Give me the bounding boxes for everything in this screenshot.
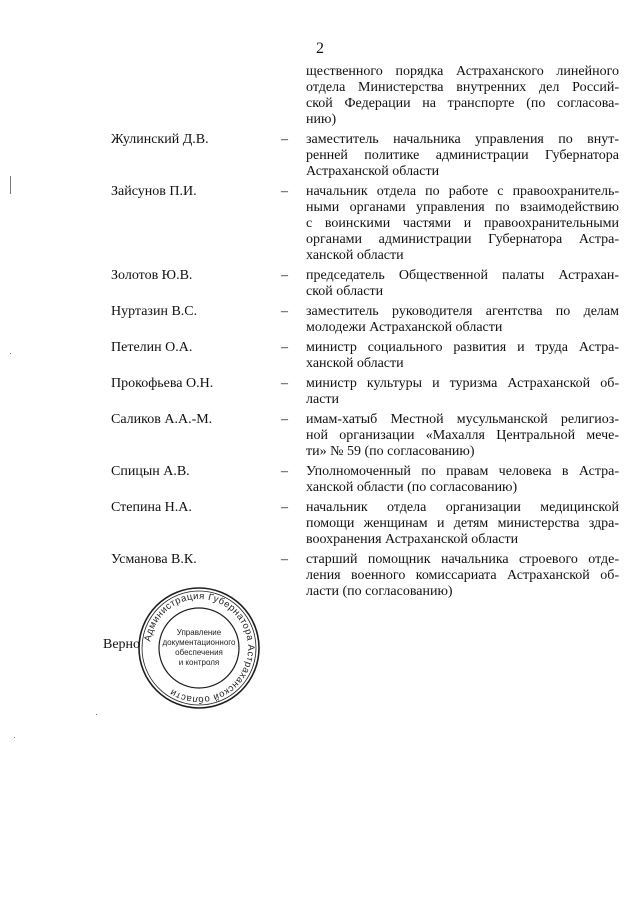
dash-separator: – bbox=[281, 376, 288, 391]
dash-separator bbox=[281, 64, 306, 128]
position-line: ской области bbox=[306, 284, 384, 299]
seal-center-line: документационного bbox=[162, 638, 236, 647]
position-line: ления военного комиссариата Астраханской об- bbox=[306, 568, 619, 583]
position-line: ной организации «Махалля Центральной мече- bbox=[306, 428, 619, 443]
position-line: помощи женщинам и детям министерства здра- bbox=[306, 516, 619, 531]
dash-separator: – bbox=[281, 412, 288, 427]
member-position bbox=[306, 376, 619, 408]
certification-block bbox=[100, 585, 270, 715]
members-list bbox=[0, 64, 640, 600]
scan-mark bbox=[96, 714, 97, 715]
dash-separator: – bbox=[281, 132, 288, 147]
member-position bbox=[306, 64, 619, 128]
member-position bbox=[306, 552, 619, 600]
position-line: ханской области (по согласованию) bbox=[306, 480, 518, 495]
dash-separator: – bbox=[281, 184, 288, 199]
member-position bbox=[306, 304, 619, 336]
position-line: начальник отдела по работе с правоохранитель- bbox=[306, 184, 619, 199]
member-position bbox=[306, 132, 619, 180]
dash-separator: – bbox=[281, 304, 288, 319]
verno-label: Верно bbox=[103, 637, 141, 652]
position-line: ными органами управления по взаимодействию bbox=[306, 200, 619, 215]
position-line: органами администрации Губернатора Астра- bbox=[306, 232, 619, 247]
seal-center-line: обеспечения bbox=[175, 648, 223, 657]
position-line: воохранения Астраханской области bbox=[306, 532, 519, 547]
member-name: Саликов А.А.-М. bbox=[111, 412, 213, 427]
position-line: заместитель руководителя агентства по делам bbox=[306, 304, 619, 319]
position-line: Астраханской области bbox=[306, 164, 440, 179]
member-position bbox=[306, 500, 619, 548]
member-row bbox=[0, 268, 640, 300]
member-row bbox=[0, 64, 640, 128]
position-line: ласти (по согласованию) bbox=[306, 584, 453, 599]
member-row bbox=[0, 412, 640, 460]
member-row bbox=[0, 184, 640, 264]
position-line: ханской области bbox=[306, 248, 404, 263]
member-name: Нуртазин В.С. bbox=[111, 304, 198, 319]
member-name: Прокофьева О.Н. bbox=[111, 376, 214, 391]
position-line: отдела Министерства внутренних дел Россий- bbox=[306, 80, 619, 95]
member-row bbox=[0, 552, 640, 600]
seal-center-line: Управление bbox=[176, 628, 222, 637]
position-line: министр социального развития и труда Астра- bbox=[306, 340, 619, 355]
member-row bbox=[0, 304, 640, 336]
member-row bbox=[0, 376, 640, 408]
position-line: старший помощник начальника строевого отде- bbox=[306, 552, 619, 567]
position-line: ренней политике администрации Губернатора bbox=[306, 148, 619, 163]
member-name: Петелин О.А. bbox=[111, 340, 193, 355]
member-name: Степина Н.А. bbox=[111, 500, 192, 515]
dash-separator: – bbox=[281, 268, 288, 283]
seal-center-line: и контроля bbox=[178, 658, 220, 667]
scan-mark bbox=[10, 176, 11, 194]
position-line: ти» № 59 (по согласованию) bbox=[306, 444, 475, 459]
scan-mark bbox=[10, 353, 11, 354]
position-line: ханской области bbox=[306, 356, 404, 371]
member-name: Золотов Ю.В. bbox=[111, 268, 193, 283]
position-line: начальник отдела организации медицинской bbox=[306, 500, 619, 515]
dash-separator: – bbox=[281, 340, 288, 355]
position-line: нию) bbox=[306, 112, 337, 127]
member-position bbox=[306, 184, 619, 264]
member-row bbox=[0, 340, 640, 372]
dash-separator: – bbox=[281, 500, 288, 515]
position-line: имам-хатыб Местной мусульманской религиоз- bbox=[306, 412, 619, 427]
position-line: молодежи Астраханской области bbox=[306, 320, 503, 335]
member-position bbox=[306, 268, 619, 300]
dash-separator: – bbox=[281, 552, 288, 567]
position-line: щественного порядка Астраханского линейного bbox=[306, 64, 619, 79]
position-line: ласти bbox=[306, 392, 340, 407]
position-line: министр культуры и туризма Астраханской об- bbox=[306, 376, 619, 391]
scan-mark bbox=[14, 737, 15, 738]
member-position bbox=[306, 464, 619, 496]
member-row bbox=[0, 464, 640, 496]
member-name: Жулинский Д.В. bbox=[111, 132, 209, 147]
position-line: председатель Общественной палаты Астрахан- bbox=[306, 268, 619, 283]
position-line: с воинскими частями и правоохранительными bbox=[306, 216, 619, 231]
position-line: заместитель начальника управления по внут- bbox=[306, 132, 619, 147]
page-number: 2 bbox=[316, 40, 324, 57]
position-line: Уполномоченный по правам человека в Астра- bbox=[306, 464, 619, 479]
member-row bbox=[0, 500, 640, 548]
svg-text:Управлениедокументационногообе bbox=[163, 628, 237, 667]
member-name bbox=[0, 64, 278, 128]
member-name: Усманова В.К. bbox=[111, 552, 197, 567]
member-position bbox=[306, 412, 619, 460]
dash-separator: – bbox=[281, 464, 288, 479]
member-name: Зайсунов П.И. bbox=[111, 184, 197, 199]
seal-stamp bbox=[136, 585, 262, 711]
member-row bbox=[0, 132, 640, 180]
svg-text:Администрация Губернатора Астр: Администрация Губернатора Астраханской области bbox=[142, 590, 257, 706]
member-position bbox=[306, 340, 619, 372]
member-name: Спицын А.В. bbox=[111, 464, 190, 479]
position-line: ской Федерации на транспорте (по согласова- bbox=[306, 96, 619, 111]
